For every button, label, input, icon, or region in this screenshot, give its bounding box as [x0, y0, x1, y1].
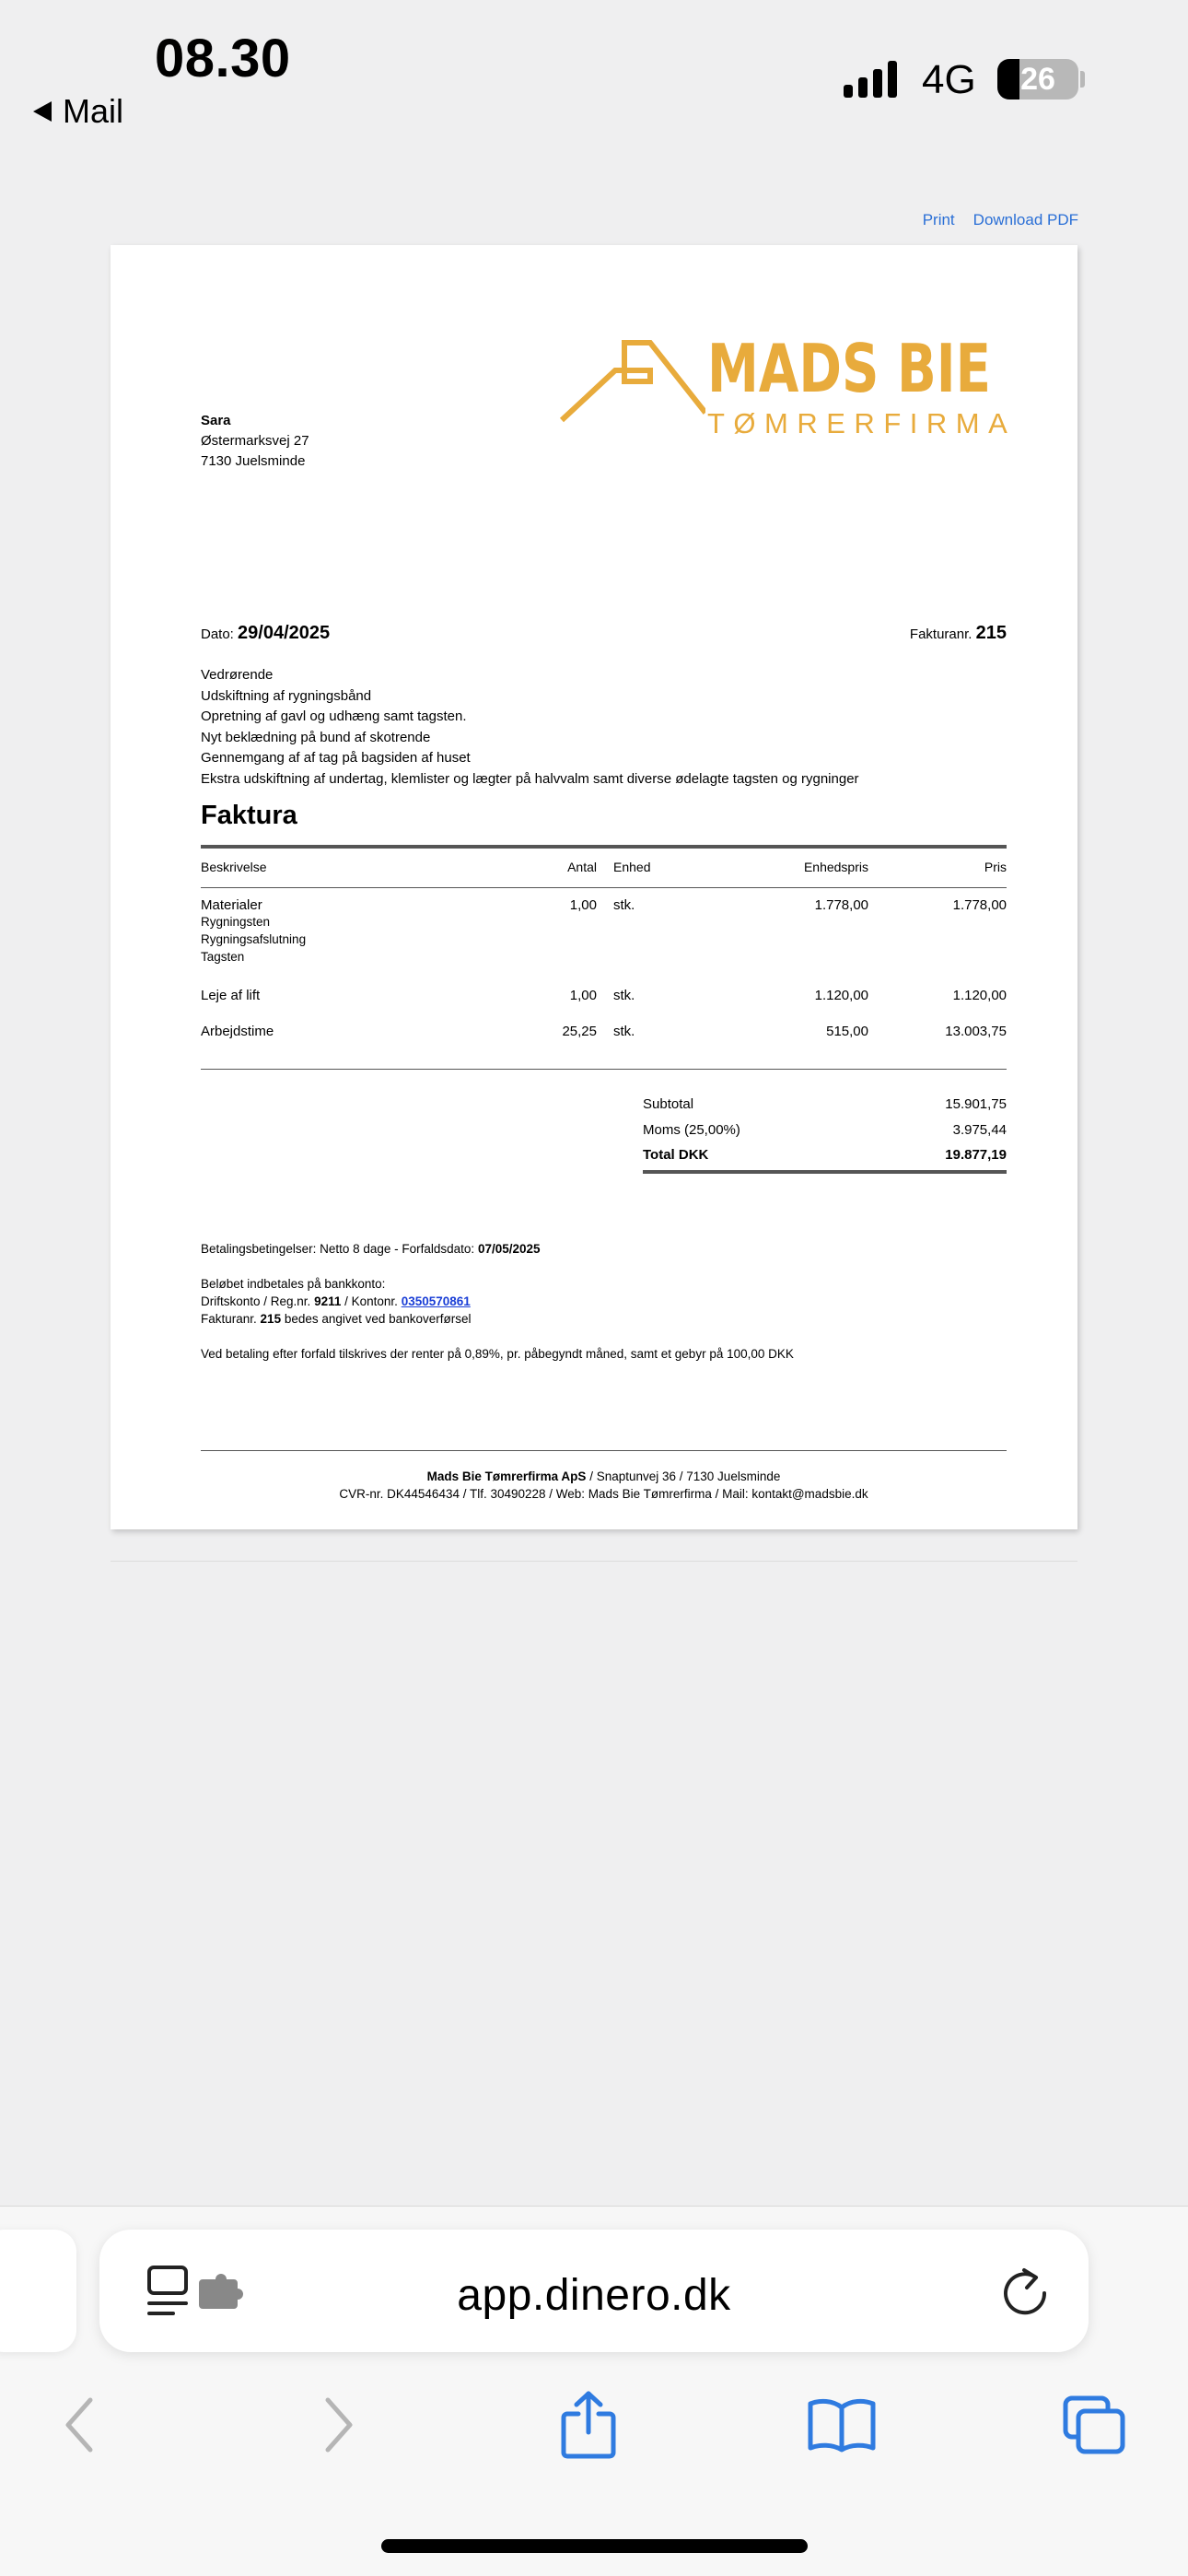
network-type: 4G	[922, 57, 976, 102]
battery-tip	[1080, 71, 1085, 88]
battery-icon	[997, 59, 1078, 100]
title-divider	[201, 845, 1007, 849]
account-line	[201, 1293, 794, 1310]
item-price: 1.778,00	[952, 897, 1007, 913]
print-link[interactable]: Print	[922, 211, 955, 228]
description-line: Vedrørende	[201, 667, 274, 683]
item-subline: Tagsten	[201, 950, 245, 964]
reg-number: 9211	[314, 1294, 342, 1308]
item-price: 1.120,00	[952, 988, 1007, 1003]
late-fee-note: Ved betaling efter forfald tilskrives der renter på 0,89%, pr. påbegyndt måned, samt et gebyr på 100,00 DKK	[201, 1347, 794, 1361]
bank-intro: Beløbet indbetales på bankkonto:	[201, 1277, 386, 1291]
total-row	[643, 1142, 1007, 1167]
description-line: Ekstra udskiftning af undertag, klemlister og lægter på halvvalm samt diverse ødelagte tagsten og rygninger	[201, 770, 859, 787]
item-unit: stk.	[613, 1024, 635, 1039]
back-button[interactable]	[38, 2388, 121, 2462]
invoice-footer	[201, 1468, 1007, 1503]
description-line: Opretning af gavl og udhæng samt tagsten.	[201, 708, 467, 725]
address-bar[interactable]	[99, 2230, 1089, 2352]
subtotal-label: Subtotal	[643, 1095, 694, 1112]
tabs-button[interactable]	[1053, 2388, 1136, 2462]
logo-main-text: MADS BIE	[707, 330, 992, 407]
share-button[interactable]	[547, 2388, 630, 2462]
col-quantity: Antal	[567, 860, 597, 874]
item-unit-price: 1.120,00	[814, 988, 868, 1003]
invoice-description	[201, 665, 859, 790]
item-price: 13.003,75	[945, 1024, 1007, 1039]
description-line: Nyt beklædning på bund af skotrende	[201, 729, 431, 745]
item-quantity: 1,00	[569, 897, 597, 913]
ref-suffix: bedes angivet ved bankoverførsel	[284, 1312, 472, 1326]
back-arrow-icon	[33, 101, 52, 122]
item-quantity: 25,25	[562, 1024, 597, 1039]
customer-city: 7130 Juelsminde	[201, 453, 306, 469]
description-line: Gennemgang af af tag på bagsiden af huset	[201, 750, 471, 767]
table-row	[201, 988, 1007, 1024]
customer-name: Sara	[201, 413, 231, 428]
bookmarks-button[interactable]	[800, 2388, 883, 2462]
terms-text: Betalingsbetingelser: Netto 8 dage - Forfaldsdato:	[201, 1242, 475, 1256]
col-unit-price: Enhedspris	[803, 860, 868, 874]
previous-tab-preview[interactable]	[0, 2230, 76, 2352]
col-price: Pris	[984, 860, 1007, 874]
total-label: Total DKK	[643, 1147, 709, 1163]
account-number-link[interactable]: 0350570861	[401, 1294, 471, 1308]
footer-divider	[201, 1450, 1007, 1451]
reference-line	[201, 1310, 794, 1328]
due-date: 07/05/2025	[477, 1242, 541, 1256]
cellular-signal-icon	[844, 59, 897, 98]
payment-terms	[201, 1240, 794, 1363]
item-description: Materialer	[201, 897, 262, 913]
total-underline	[643, 1170, 1007, 1174]
table-header-row	[201, 853, 1007, 881]
number-label: Fakturanr.	[909, 626, 973, 642]
header-divider	[201, 887, 1007, 888]
number-value: 215	[975, 623, 1007, 643]
status-time: 08.30	[155, 29, 291, 88]
items-divider	[201, 1069, 1007, 1070]
customer-street: Østermarksvej 27	[201, 433, 309, 449]
page-separator	[111, 1561, 1077, 1562]
url-text[interactable]: app.dinero.dk	[457, 2271, 731, 2320]
description-line: Udskiftning af rygningsbånd	[201, 687, 372, 704]
vat-value: 3.975,44	[952, 1121, 1007, 1138]
total-value: 19.877,19	[945, 1147, 1007, 1163]
chevron-left-icon	[61, 2396, 98, 2453]
tabs-icon	[1062, 2395, 1126, 2455]
item-description: Leje af lift	[201, 988, 261, 1003]
logo-sub-text: TØMRERFIRMA	[707, 407, 1017, 439]
item-subline: Rygningsafslutning	[201, 932, 307, 946]
account-mid: / Kontonr.	[344, 1294, 398, 1308]
table-row	[201, 1024, 1007, 1051]
item-description: Arbejdstime	[201, 1024, 274, 1039]
footer-company: Mads Bie Tømrerfirma ApS	[426, 1469, 587, 1483]
account-prefix: Driftskonto / Reg.nr.	[201, 1294, 311, 1308]
vat-label: Moms (25,00%)	[643, 1121, 740, 1138]
col-unit: Enhed	[613, 860, 651, 874]
item-unit-price: 1.778,00	[814, 897, 868, 913]
battery-level: 26	[1020, 62, 1055, 97]
footer-address: / Snaptunvej 36 / 7130 Juelsminde	[589, 1469, 781, 1483]
download-pdf-link[interactable]: Download PDF	[973, 211, 1078, 228]
vat-row	[643, 1117, 1007, 1142]
ref-prefix: Fakturanr.	[201, 1312, 257, 1326]
col-description: Beskrivelse	[201, 860, 267, 874]
subtotal-value: 15.901,75	[945, 1095, 1007, 1112]
item-unit: stk.	[613, 897, 635, 913]
item-unit: stk.	[613, 988, 635, 1003]
subtotal-row	[643, 1091, 1007, 1117]
invoice-title: Faktura	[201, 801, 297, 830]
document-actions	[923, 211, 1078, 229]
totals-table	[643, 1091, 1007, 1167]
table-row	[201, 881, 1007, 988]
footer-line-1	[201, 1468, 1007, 1485]
date-label: Dato:	[201, 626, 234, 642]
reload-icon[interactable]	[998, 2265, 1052, 2318]
share-icon	[560, 2390, 617, 2460]
ref-number: 215	[260, 1312, 282, 1326]
item-unit-price: 515,00	[826, 1024, 868, 1039]
terms-line	[201, 1240, 794, 1258]
invoice-date	[201, 623, 330, 645]
item-subline: Rygningsten	[201, 915, 271, 929]
book-icon	[807, 2396, 877, 2453]
back-to-mail-button[interactable]	[33, 92, 123, 131]
invoice-number	[910, 623, 1007, 645]
footer-line-2: CVR-nr. DK44546434 / Tlf. 30490228 / Web: Mads Bie Tømrerfirma / Mail: kontakt@madsbie.dk	[339, 1487, 868, 1501]
item-quantity: 1,00	[569, 988, 597, 1003]
house-roof-logo-icon	[558, 335, 705, 427]
company-logo	[707, 330, 1071, 440]
home-indicator	[381, 2539, 808, 2553]
line-items-table	[201, 853, 1007, 1051]
date-value: 29/04/2025	[238, 623, 331, 643]
invoice-page	[111, 245, 1077, 1529]
chevron-right-icon	[320, 2396, 357, 2453]
forward-button[interactable]	[297, 2388, 380, 2462]
customer-address	[201, 411, 309, 472]
back-label: Mail	[63, 92, 124, 130]
